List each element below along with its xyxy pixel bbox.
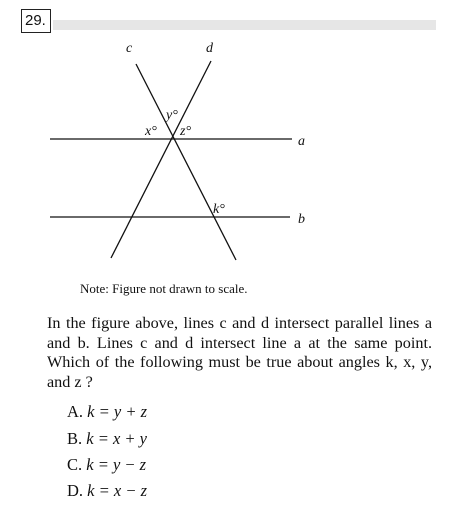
label-c: c bbox=[126, 41, 133, 56]
figure-note: Note: Figure not drawn to scale. bbox=[80, 281, 248, 296]
angle-z: z° bbox=[180, 124, 192, 139]
choice-letter: A. bbox=[67, 402, 84, 421]
line-d bbox=[111, 61, 211, 258]
label-d: d bbox=[206, 41, 213, 56]
choice-letter: C. bbox=[67, 455, 83, 474]
label-b: b bbox=[298, 212, 305, 227]
choice-d[interactable] bbox=[67, 481, 147, 501]
choice-letter: D. bbox=[67, 481, 84, 500]
choice-text: k = x + y bbox=[86, 429, 148, 448]
choice-text: k = x − z bbox=[87, 481, 148, 500]
choice-letter: B. bbox=[67, 429, 83, 448]
angle-k: k° bbox=[213, 202, 225, 217]
choice-text: k = y − z bbox=[86, 455, 147, 474]
choice-c[interactable] bbox=[67, 455, 146, 475]
choice-a[interactable] bbox=[67, 402, 147, 422]
choice-b[interactable] bbox=[67, 429, 147, 449]
question-number: 29. bbox=[21, 9, 51, 33]
line-c bbox=[136, 64, 236, 260]
angle-x: x° bbox=[145, 124, 157, 139]
angle-y: y° bbox=[166, 108, 178, 123]
label-a: a bbox=[298, 134, 305, 149]
choice-text: k = y + z bbox=[87, 402, 148, 421]
question-text: In the figure above, lines c and d intersect parallel lines a and b. Lines c and d intersect line a at the same point. Which of the following must be true about angles k, x, y, and z ? bbox=[47, 314, 432, 391]
